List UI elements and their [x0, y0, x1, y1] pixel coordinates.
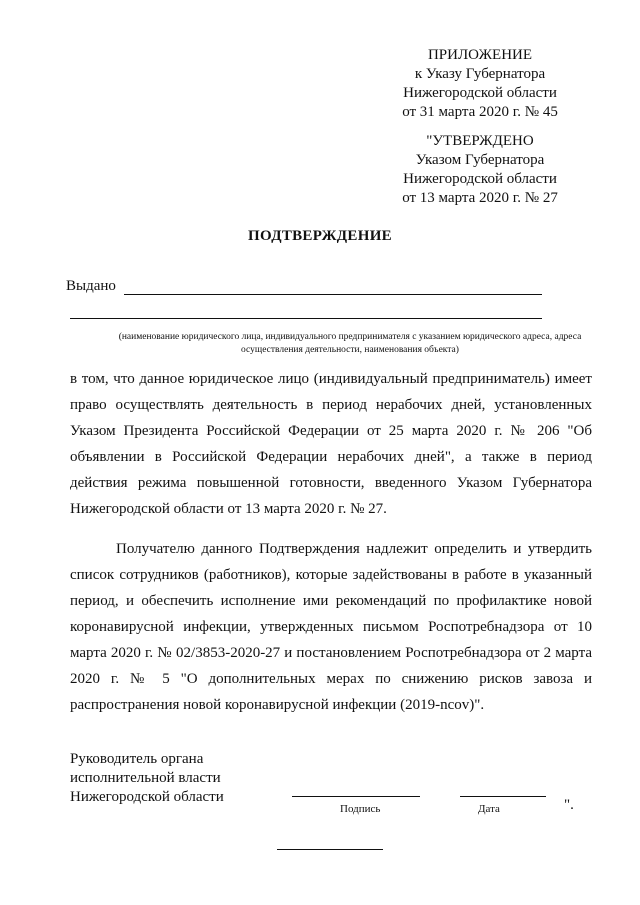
- date-line: [460, 796, 546, 797]
- signature-label: Подпись: [340, 803, 381, 815]
- annex-line: к Указу Губернатора: [414, 66, 546, 82]
- approved-line: Нижегородской области: [403, 171, 557, 187]
- closing-quote: ".: [564, 797, 574, 813]
- annex-date: от 31 марта 2020 г. № 45: [402, 104, 558, 120]
- approved-title: "УТВЕРЖДЕНО: [426, 133, 534, 149]
- annex-block: [360, 46, 600, 122]
- signer-line: Нижегородской области: [70, 789, 224, 805]
- issued-blank-line-2: [70, 318, 542, 319]
- annex-line: Нижегородской области: [403, 85, 557, 101]
- issued-label: Выдано: [66, 278, 116, 294]
- paragraph-1: в том, что данное юридическое лицо (индивидуальный предприниматель) имеет право осуществлять деятельность в период нерабочих дней, установленных Указом Президента Российской Федерации от 25 марта 2020 г. № 206 "Об объявлении в Российской Федерации нерабочих дней", а также в период действия режима повышенной готовности, введенного Указом Губернатора Нижегородской области от 13 марта 2020 г. № 27.: [70, 371, 592, 517]
- issued-row: [66, 278, 542, 298]
- document-title: ПОДТВЕРЖДЕНИЕ: [248, 228, 392, 244]
- signer-line: Руководитель органа: [70, 751, 204, 767]
- issued-blank-line: [124, 294, 542, 295]
- bottom-rule: [277, 849, 383, 850]
- body-text: [70, 366, 592, 718]
- approved-line: Указом Губернатора: [415, 152, 545, 168]
- date-label: Дата: [478, 803, 500, 815]
- paragraph-2: Получателю данного Подтверждения надлежит определить и утвердить список сотрудников (работников), которые задействованы в работе в указанный период, и обеспечить исполнение ими рекомендаций по профилактике новой коронавирусной инфекции, утвержденных письмом Роспотребнадзора от 10 марта 2020 г. № 02/3853-2020-27 и постановлением Роспотребнадзора от 2 марта 2020 г. № 5 "О дополнительных мерах по снижению рисков завоза и распространения новой коронавирусной инфекции (2019-ncov)".: [70, 541, 592, 713]
- approved-block: [360, 132, 600, 208]
- signer-block: [70, 750, 224, 807]
- approved-date: от 13 марта 2020 г. № 27: [402, 190, 558, 206]
- signer-line: исполнительной власти: [70, 770, 221, 786]
- annex-title: ПРИЛОЖЕНИЕ: [427, 47, 533, 63]
- signature-line: [292, 796, 420, 797]
- issued-note: (наименование юридического лица, индивидуального предпринимателя с указанием юридического адреса, адреса осуществления деятельности, наименования объекта): [118, 332, 582, 355]
